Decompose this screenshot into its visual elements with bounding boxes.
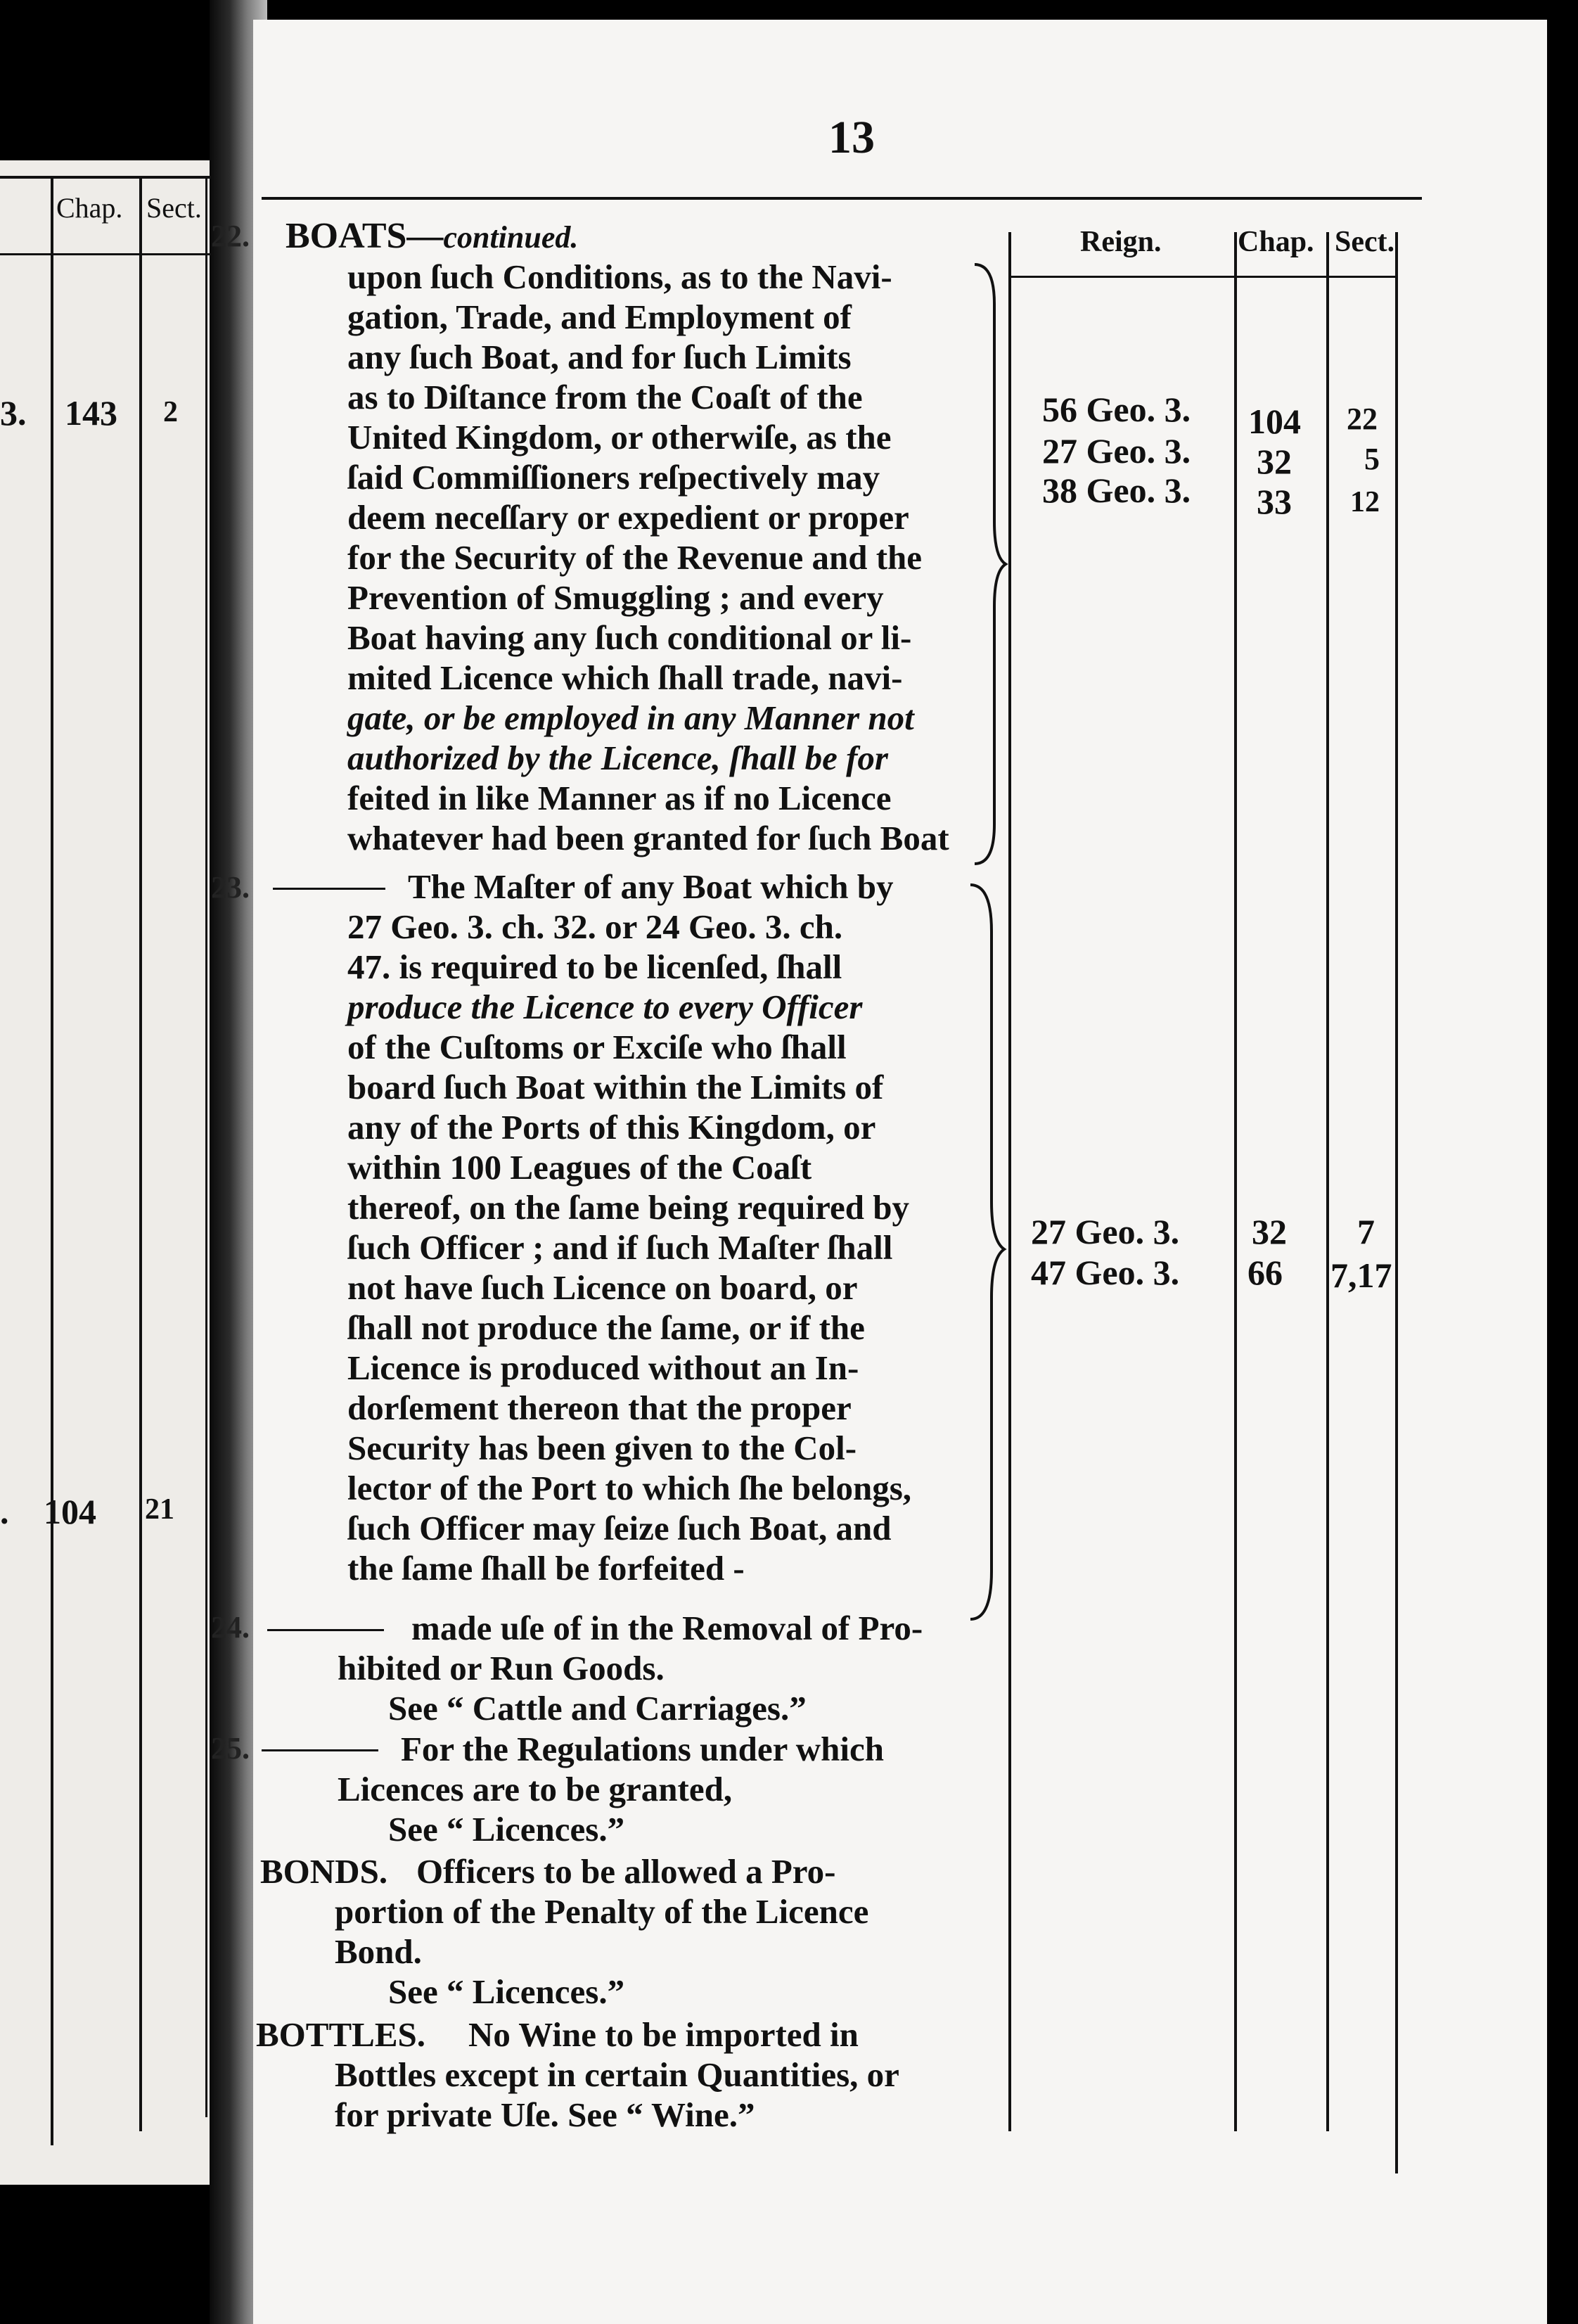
left-page-fragment bbox=[0, 160, 211, 2185]
header-rule bbox=[1011, 276, 1395, 278]
text-line: any of the Ports of this Kingdom, or bbox=[347, 1108, 876, 1147]
ref-reign: 27 Geo. 3. bbox=[1031, 1212, 1180, 1251]
text-line: dorſement thereon that the proper bbox=[347, 1388, 852, 1427]
text-line: for the Security of the Revenue and the bbox=[347, 538, 923, 577]
text-line: board ſuch Boat within the Limits of bbox=[347, 1068, 884, 1106]
ref-reign: 27 Geo. 3. bbox=[1042, 431, 1191, 471]
ref-sect: 7,17 bbox=[1330, 1256, 1392, 1295]
ref-sect: 22 bbox=[1347, 402, 1378, 436]
text-line: 27 Geo. 3. ch. 32. or 24 Geo. 3. ch. bbox=[347, 907, 843, 946]
text-line: not have ſuch Licence on board, or bbox=[347, 1268, 858, 1307]
dash-rule bbox=[267, 1629, 384, 1631]
text-line: 47. is required to be licenſed, ſhall bbox=[347, 947, 842, 986]
reign-header: Reign. bbox=[1080, 226, 1162, 258]
ref-reign: 47 Geo. 3. bbox=[1031, 1253, 1180, 1292]
left-sect-value: 2 bbox=[163, 396, 178, 428]
text-line: Licences are to be granted, bbox=[338, 1770, 733, 1808]
text-line: mited Licence which ſhall trade, navi- bbox=[347, 658, 903, 697]
top-rule bbox=[262, 197, 1422, 200]
text-line: feited in like Manner as if no Licence bbox=[347, 779, 892, 817]
text-line: produce the Licence to every Officer bbox=[347, 988, 863, 1026]
left-reign-tail: . bbox=[0, 1492, 9, 1531]
ref-chap: 32 bbox=[1257, 442, 1292, 481]
text-line: within 100 Leagues of the Coaſt bbox=[347, 1148, 812, 1187]
text-line: of the Cuſtoms or Exciſe who ſhall bbox=[347, 1028, 847, 1066]
text-line: Licence is produced without an In- bbox=[347, 1348, 859, 1387]
entry-heading-bottles: BOTTLES. bbox=[256, 2015, 426, 2054]
bracket-brace bbox=[969, 262, 1011, 867]
text-line: ſaid Commiſſioners reſpectively may bbox=[347, 458, 880, 497]
see-reference: See “ Licences.” bbox=[388, 1810, 625, 1849]
ref-sect: 7 bbox=[1357, 1212, 1375, 1251]
entry-heading-bonds: BONDS. bbox=[260, 1852, 388, 1891]
ref-chap: 33 bbox=[1257, 482, 1292, 521]
text-line: deem neceſſary or expedient or proper bbox=[347, 498, 909, 537]
text-line: United Kingdom, or otherwiſe, as the bbox=[347, 418, 892, 456]
text-line: the ſame ſhall be forfeited - bbox=[347, 1549, 745, 1588]
marginal-mark: 22. bbox=[211, 219, 250, 253]
text-line: ſuch Officer may ſeize ſuch Boat, and bbox=[347, 1509, 892, 1547]
left-chap-value: 143 bbox=[65, 393, 117, 433]
entry-heading-boats bbox=[286, 215, 578, 257]
text-line: any ſuch Boat, and for ſuch Limits bbox=[347, 338, 852, 376]
text-line: upon ſuch Conditions, as to the Navi- bbox=[347, 257, 892, 296]
col-line-chap bbox=[1234, 232, 1237, 2131]
text-line: ſuch Officer ; and if ſuch Maſter ſhall bbox=[347, 1228, 893, 1267]
ref-chap: 32 bbox=[1252, 1212, 1287, 1251]
left-column-line-3 bbox=[205, 176, 207, 2117]
text-line: Bottles except in certain Quantities, or bbox=[335, 2055, 899, 2094]
text-line: Boat having any ſuch conditional or li- bbox=[347, 618, 912, 657]
heading-boats: BOATS— bbox=[286, 216, 444, 256]
text-line: authorized by the Licence, ſhall be for bbox=[347, 739, 888, 777]
ref-chap: 104 bbox=[1248, 402, 1301, 441]
dash-rule bbox=[262, 1749, 378, 1751]
text-line: For the Regulations under which bbox=[401, 1730, 884, 1768]
text-line: gate, or be employed in any Manner not bbox=[347, 698, 914, 737]
heading-continued: continued. bbox=[443, 220, 579, 255]
col-line-sect bbox=[1326, 232, 1329, 2131]
text-line: Bond. bbox=[335, 1932, 422, 1971]
text-line: made uſe of in the Removal of Pro- bbox=[411, 1609, 923, 1647]
left-sect-header: Sect. bbox=[146, 192, 202, 224]
marginal-mark: 25. bbox=[211, 1731, 250, 1766]
page-number: 13 bbox=[828, 112, 875, 163]
see-reference: See “ Cattle and Carriages.” bbox=[388, 1689, 807, 1728]
text-line: hibited or Run Goods. bbox=[338, 1649, 665, 1687]
sect-header: Sect. bbox=[1335, 226, 1395, 258]
col-line-right bbox=[1395, 232, 1398, 2173]
ref-reign: 56 Geo. 3. bbox=[1042, 390, 1191, 429]
text-line: for private Uſe. See “ Wine.” bbox=[335, 2095, 755, 2134]
text-line: Officers to be allowed a Pro- bbox=[416, 1852, 836, 1891]
dash-rule bbox=[273, 888, 385, 890]
text-line: lector of the Port to which ſhe belongs, bbox=[347, 1469, 912, 1507]
text-line: thereof, on the ſame being required by bbox=[347, 1188, 909, 1227]
text-line: gation, Trade, and Employment of bbox=[347, 298, 852, 336]
ref-chap: 66 bbox=[1247, 1253, 1283, 1292]
left-column-line-1 bbox=[51, 176, 53, 2145]
left-sect-value: 21 bbox=[145, 1493, 174, 1526]
left-column-line-2 bbox=[139, 176, 142, 2131]
left-rule-top bbox=[0, 176, 211, 179]
left-chap-value: 104 bbox=[44, 1492, 96, 1531]
ref-sect: 12 bbox=[1350, 486, 1380, 518]
chap-header: Chap. bbox=[1238, 226, 1314, 258]
ref-reign: 38 Geo. 3. bbox=[1042, 471, 1191, 510]
text-line: Prevention of Smuggling ; and every bbox=[347, 578, 884, 617]
text-line: whatever had been granted for ſuch Boat bbox=[347, 819, 949, 857]
see-reference: See “ Licences.” bbox=[388, 1972, 625, 2011]
text-line: No Wine to be imported in bbox=[468, 2015, 859, 2054]
left-reign-tail: 3. bbox=[0, 393, 27, 433]
text-line: as to Diſtance from the Coaſt of the bbox=[347, 378, 863, 416]
ref-sect: 5 bbox=[1364, 442, 1380, 476]
text-line: The Maſter of any Boat which by bbox=[408, 867, 894, 906]
bracket-brace bbox=[963, 882, 1010, 1622]
left-chap-header: Chap. bbox=[56, 192, 123, 224]
left-rule-header bbox=[0, 253, 211, 255]
text-line: Security has been given to the Col- bbox=[347, 1429, 857, 1467]
marginal-mark: 23. bbox=[211, 870, 250, 905]
text-line: portion of the Penalty of the Licence bbox=[335, 1892, 869, 1931]
marginal-mark: 24. bbox=[211, 1610, 250, 1645]
text-line: ſhall not produce the ſame, or if the bbox=[347, 1308, 865, 1347]
